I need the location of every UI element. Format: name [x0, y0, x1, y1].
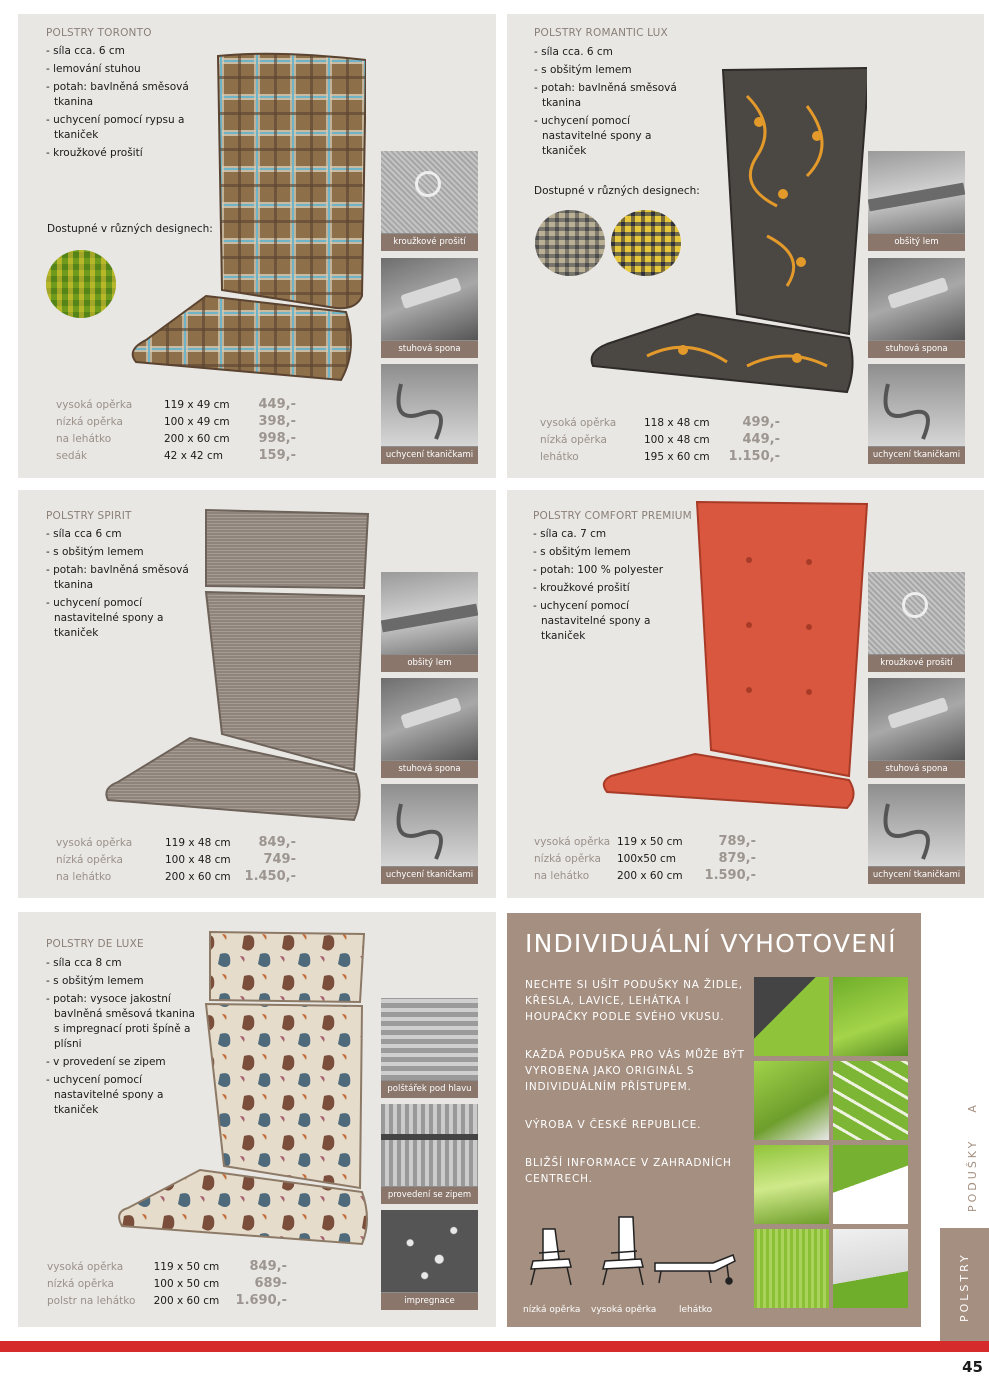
sun-lounger-icon	[651, 1253, 737, 1287]
cushion-image	[599, 500, 869, 810]
detail-photo-ties	[868, 364, 965, 464]
feature-item: - s obšitým lemem	[534, 63, 684, 78]
price-row: na lehátko 200 x 60 cm 998,-	[56, 431, 296, 446]
side-tab-label: POLSTRY	[958, 1252, 971, 1322]
custom-made-panel	[507, 913, 921, 1327]
custom-made-paragraph: KAŽDÁ PODUŠKA PRO VÁS MŮŽE BÝT VYROBENA JAKO ORIGINÁL S INDIVIDUÁLNÍM PŘÍSTUPEM.	[525, 1049, 745, 1093]
feature-item: - lemování stuhou	[46, 62, 206, 77]
price-row: na lehátko 200 x 60 cm 1.450,-	[56, 869, 296, 884]
detail-photo-ring-quilting	[381, 151, 478, 251]
feature-item: - síla cca 6 cm	[46, 527, 196, 542]
feature-item: - potah: bavlněná směsová tkanina	[534, 81, 684, 111]
price-row: vysoká opěrka 119 x 50 cm 789,-	[534, 834, 756, 849]
detail-photo-piped-edge	[381, 572, 478, 672]
detail-caption: impregnace	[381, 1293, 478, 1310]
price-table	[540, 414, 780, 465]
fabric-photo	[754, 1145, 829, 1224]
price-table	[56, 396, 296, 464]
feature-item: - potah: bavlněná směsová tkanina	[46, 563, 196, 593]
price-row: vysoká opěrka 118 x 48 cm 499,-	[540, 415, 780, 430]
feature-item: - síla cca 8 cm	[46, 956, 196, 971]
product-panel-spirit	[18, 490, 496, 898]
fabric-photo	[754, 1229, 829, 1308]
feature-item: - uchycení pomocí nastavitelné spony a tkaniček	[533, 599, 683, 644]
feature-item: - uchycení pomocí nastavitelné spony a tkaniček	[46, 1073, 196, 1118]
feature-item: - uchycení pomocí nastavitelné spony a tkaniček	[46, 596, 196, 641]
detail-photo-headrest-pillow	[381, 998, 478, 1098]
design-swatch	[46, 250, 116, 318]
product-panel-toronto	[18, 14, 496, 478]
feature-item: - uchycení pomocí nastavitelné spony a tkaniček	[534, 114, 684, 159]
cushion-image	[126, 50, 366, 400]
feature-item: - v provedení se zipem	[46, 1055, 196, 1070]
detail-photo-ties	[381, 784, 478, 884]
feature-item: - uchycení pomocí rypsu a tkaniček	[46, 113, 206, 143]
product-title: POLSTRY ROMANTIC LUX	[534, 27, 668, 39]
available-designs-label: Dostupné v různých designech:	[534, 185, 700, 197]
price-row: nízká opěrka 100 x 50 cm 689-	[47, 1276, 287, 1291]
available-designs-label: Dostupné v různých designech:	[47, 223, 213, 235]
detail-photo-strap-buckle	[381, 258, 478, 358]
price-row: na lehátko 200 x 60 cm 1.590,-	[534, 868, 756, 883]
price-row: nízká opěrka 100 x 48 cm 749-	[56, 852, 296, 867]
detail-caption: uchycení tkaničkami	[381, 867, 478, 884]
detail-caption: uchycení tkaničkami	[868, 867, 965, 884]
detail-photo-strap-buckle	[381, 678, 478, 778]
fabric-photo	[833, 1229, 908, 1308]
detail-caption: obšitý lem	[868, 234, 965, 251]
detail-photo-ties	[868, 784, 965, 884]
detail-caption: uchycení tkaničkami	[381, 447, 478, 464]
price-table	[534, 833, 756, 884]
detail-caption: stuhová spona	[868, 341, 965, 358]
detail-caption: obšitý lem	[381, 655, 478, 672]
custom-made-title: INDIVIDUÁLNÍ VYHOTOVENÍ	[525, 929, 897, 958]
fabric-photo	[754, 1061, 829, 1140]
detail-photo-impregnation	[381, 1210, 478, 1310]
product-title: POLSTRY SPIRIT	[46, 510, 132, 522]
side-tab	[940, 1228, 989, 1341]
price-row: nízká opěrka 100x50 cm 879,-	[534, 851, 756, 866]
feature-item: - síla cca. 6 cm	[534, 45, 684, 60]
product-panel-comfort-premium	[507, 490, 984, 898]
icon-label: lehátko	[679, 1305, 713, 1315]
feature-item: - síla ca. 7 cm	[533, 527, 683, 542]
price-row: lehátko 195 x 60 cm 1.150,-	[540, 449, 780, 464]
detail-caption: kroužkové prošití	[381, 234, 478, 251]
feature-item: - potah: bavlněná směsová tkanina	[46, 80, 206, 110]
product-panel-romantic-lux	[507, 14, 984, 478]
custom-made-paragraph: NECHTE SI UŠÍT PODUŠKY NA ŽIDLE, KŘESLA, LAVICE, LEHÁTKA I HOUPAČKY PODLE SVÉHO VKUSU.	[525, 979, 743, 1023]
high-back-chair-icon	[595, 1213, 651, 1289]
feature-item: - s obšitým lemem	[46, 545, 196, 560]
price-row: vysoká opěrka 119 x 50 cm 849,-	[47, 1259, 287, 1274]
detail-caption: stuhová spona	[381, 341, 478, 358]
fabric-photo	[833, 977, 908, 1056]
product-panel-de-luxe	[18, 912, 496, 1327]
product-title: POLSTRY COMFORT PREMIUM	[533, 510, 692, 522]
product-title: POLSTRY DE LUXE	[46, 938, 144, 950]
fabric-photo	[833, 1061, 908, 1140]
price-row: polstr na lehátko 200 x 60 cm 1.690,-	[47, 1293, 287, 1308]
feature-item: - síla cca. 6 cm	[46, 44, 206, 59]
page-number: 45	[962, 1358, 983, 1376]
price-table	[47, 1258, 287, 1309]
feature-item: - s obšitým lemem	[46, 974, 196, 989]
side-category-label: PODUŠKY A	[966, 1102, 979, 1212]
feature-item: - kroužkové prošití	[533, 581, 683, 596]
detail-caption: kroužkové prošití	[868, 655, 965, 672]
price-row: vysoká opěrka 119 x 48 cm 849,-	[56, 835, 296, 850]
detail-photo-ties	[381, 364, 478, 464]
detail-photo-strap-buckle	[868, 258, 965, 358]
price-row: nízká opěrka 100 x 49 cm 398,-	[56, 414, 296, 429]
price-row: sedák 42 x 42 cm 159,-	[56, 448, 296, 463]
cushion-image	[587, 66, 867, 402]
detail-caption: provedení se zipem	[381, 1187, 478, 1204]
detail-photo-zipper	[381, 1104, 478, 1204]
detail-caption: stuhová spona	[381, 761, 478, 778]
price-row: nízká opěrka 100 x 48 cm 449,-	[540, 432, 780, 447]
feature-item: - potah: vysoce jakostní bavlněná směsová tkanina s impregnací proti špíně a plísni	[46, 992, 196, 1052]
icon-label: nízká opěrka	[523, 1305, 581, 1315]
detail-photo-ring-quilting	[868, 572, 965, 672]
detail-caption: uchycení tkaničkami	[868, 447, 965, 464]
price-table	[56, 834, 296, 885]
footer-bar	[0, 1341, 989, 1352]
custom-made-paragraph: VÝROBA V ČESKÉ REPUBLICE.	[525, 1119, 702, 1131]
low-back-chair-icon	[525, 1223, 581, 1289]
cushion-image	[114, 928, 384, 1253]
product-title: POLSTRY TORONTO	[46, 27, 152, 39]
feature-item: - potah: 100 % polyester	[533, 563, 683, 578]
icon-label: vysoká opěrka	[591, 1305, 657, 1315]
custom-made-paragraph: BLIŽŠÍ INFORMACE V ZAHRADNÍCH CENTRECH.	[525, 1157, 732, 1185]
fabric-photo	[833, 1145, 908, 1224]
feature-item: - s obšitým lemem	[533, 545, 683, 560]
fabric-photo	[754, 977, 829, 1056]
price-row: vysoká opěrka 119 x 49 cm 449,-	[56, 397, 296, 412]
cushion-image	[102, 508, 372, 828]
detail-photo-piped-edge	[868, 151, 965, 251]
detail-caption: polštářek pod hlavu	[381, 1081, 478, 1098]
detail-caption: stuhová spona	[868, 761, 965, 778]
feature-item: - kroužkové prošití	[46, 146, 206, 161]
detail-photo-strap-buckle	[868, 678, 965, 778]
